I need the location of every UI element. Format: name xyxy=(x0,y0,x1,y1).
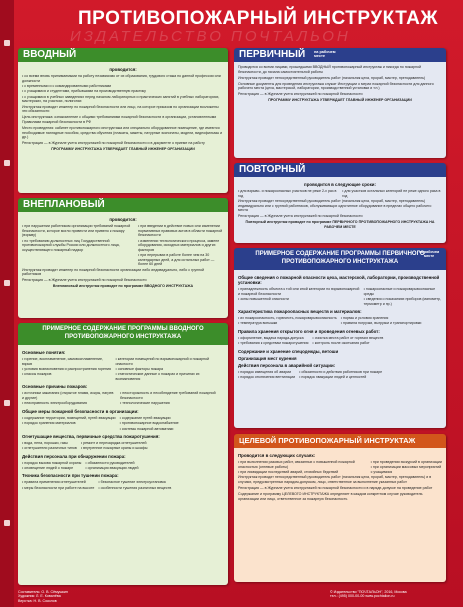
povtorny-text: Инструктаж проводит непосредственный руководитель работ (начальник цеха, прораб, мастер, преподаватель) индивидуально или с группой работников, обслуживающих однотипное оборудование в пределах общего рабочего места xyxy=(238,198,432,213)
list-item: • горение, воспламенение, самовоспламенение, взрыв xyxy=(22,357,111,366)
list-item: • особенности тушения различных веществ xyxy=(98,486,171,491)
celevoy-text: Регистрация — в Журнале учета инструктажей по пожарной безопасности и в наряде-допуске на проведение работ xyxy=(238,485,433,490)
list-item: • организация эвакуации людей xyxy=(85,466,138,471)
program-perv-body xyxy=(234,270,446,428)
section-heading: Основные причины пожаров: xyxy=(22,384,88,390)
list-item: • очистка места работ от горючих веществ xyxy=(312,336,383,341)
stripe-dot xyxy=(4,40,10,46)
list-item: • при введении в действие новых или изменении нормативных правовых актов в области пожарной безопасности xyxy=(138,224,224,238)
list-item: • изменении технологического процесса, замене оборудования, исходных материалов и других факторов xyxy=(138,239,224,253)
left-stripe xyxy=(0,0,14,607)
pervichny-title: ПЕРВИЧНЫЙ xyxy=(239,49,306,60)
list-item: • с временными и с командированными работниками xyxy=(22,84,224,89)
list-item: • внутренние пожарные краны и шкафы xyxy=(81,446,148,451)
list-item: • статистические данные о пожарах и причинах их возникновения xyxy=(115,372,224,381)
list-item: • неисправность электрооборудования xyxy=(22,401,116,406)
vneplan-panel xyxy=(18,198,228,318)
vvodny-text: Регистрация — в Журнале учета инструктажей по пожарной безопасности и в документе о приеме на работу xyxy=(22,141,205,146)
list-item: • огнетушители различных типов xyxy=(22,446,77,451)
program-perv-tag: на рабочем месте xyxy=(418,250,440,258)
pervichny-text: Инструктаж проводит непосредственный руководитель работ (начальник цеха, прораб, мастер, преподаватель) xyxy=(238,75,426,80)
section-heading: Содержание и хранение спецодежды, ветоши xyxy=(238,348,339,354)
list-item: • температура вспышки xyxy=(238,321,337,326)
celevoy-sub: Проводится в следующих случаях: xyxy=(238,453,316,458)
watermark-text: ИЗДАТЕЛЬСТВО ПОЧТАЛЬОН xyxy=(70,28,351,45)
vvodny-note: ПРОГРАММУ ИНСТРУКТАЖА УТВЕРЖДАЕТ ГЛАВНЫЙ ИНЖЕНЕР ОРГАНИЗАЦИИ xyxy=(51,147,195,152)
celevoy-text: Инструктаж проводит непосредственный руководитель работ (начальник цеха, прораб, мастер, преподаватель) и в случаях, предусмотренных нарядом-допуском, лицо, ответственное за выполнение указанных работ xyxy=(238,475,432,484)
program-perv-title: ПРИМЕРНОЕ СОДЕРЖАНИЕ ПРОГРАММЫ ПЕРВИЧНОГО ПРОТИВОПОЖАРНОГО ИНСТРУКТАЖА xyxy=(255,251,425,265)
section-heading: Общие сведения о пожарной опасности цеха, мастерской, лаборатории, производственной установки: xyxy=(238,275,440,285)
section-heading: Действия персонала в аварийной ситуации: xyxy=(238,362,336,368)
pervichny-text: Проводится со всеми лицами, прошедшими ВВОДНЫЙ противопожарный инструктаж и никогда по пожарной безопасности, до начала самостоятельной работы xyxy=(238,65,421,74)
list-item: • вода, пена, порошки, газы xyxy=(22,441,77,446)
list-item: • правила погрузки, выгрузки и транспортировки xyxy=(341,321,422,326)
list-item: • пожароопасные и пожаровзрывоопасные среды xyxy=(364,287,442,296)
list-item: • контроль после окончания работ xyxy=(312,341,383,346)
pervichny-note: ПРОГРАММУ ИНСТРУКТАЖА УТВЕРЖДАЕТ ГЛАВНЫЙ ИНЖЕНЕР ОРГАНИЗАЦИИ xyxy=(268,98,412,103)
list-item: • порядок вызова пожарной охраны xyxy=(22,461,81,466)
vvodny-text: Цель инструктажа: ознакомление с общими требованиями пожарной безопасности в организации, установленными Правилами пожарной безопасности в РФ xyxy=(22,115,217,124)
list-item: • порядок хранения материалов xyxy=(22,421,116,426)
vvodny-text: Место проведения: кабинет противопожарного инструктажа или специально оборудованное помещение, где имеются необходимые наглядные пособия, средства обучения (плакаты, макеты, натурные экспонаты, модели, видеофильмы и др.) xyxy=(22,125,223,140)
list-item: • со всеми вновь принимаемыми на работу независимо от их образования, трудового стажа по данной профессии или должности xyxy=(22,74,224,83)
list-item: • безопасное тушение электроустановок xyxy=(98,480,171,485)
list-item: • с учащимися в учебных заведениях перед началом лабораторных и практических занятий в учебных лабораториях, мастерских, на участках, полигонах xyxy=(22,95,224,104)
celevoy-panel xyxy=(234,434,446,582)
stripe-dot xyxy=(4,520,10,526)
list-item: • системы пожарной автоматики xyxy=(120,427,179,432)
list-item: • оповещение людей о пожаре xyxy=(22,466,81,471)
vvodny-panel xyxy=(18,48,228,193)
vvodny-sub: проводится: xyxy=(109,67,137,72)
list-item: • порядок извещения об аварии xyxy=(238,370,295,375)
pervichny-text: Основные документы для проведения инструктажа служат Инструкции о мерах пожарной безопасности для данного рабочего места (цеха, мастерской, лаборатории, производственной установки и т.п.) xyxy=(238,81,434,91)
vvodny-text: Инструктаж проводит инженер по пожарной безопасности или лицо, на которое приказом по организации возложены эти обязанности xyxy=(22,104,219,114)
list-item: • порядок отключения вентиляции xyxy=(238,375,295,380)
list-item: • источники зажигания (открытое пламя, искры, нагрев и другие) xyxy=(22,391,116,400)
celevoy-text: Содержание и программу ЦЕЛЕВОГО ИНСТРУКТАЖА определяет в каждом конкретном случае руководитель организации или лицо, ответственное за пожарную безопасность xyxy=(238,491,423,501)
list-item: • принадлежность объекта к той или иной категории по взрывопожарной и пожарной безопасности xyxy=(238,287,360,296)
section-heading: Основные понятия: xyxy=(22,350,66,355)
list-item: • правила применения огнетушителей xyxy=(22,480,94,485)
list-item: • по требованию должностных лиц Государственной противопожарной службы России или должностного лица, осуществляющего пожарный надзор xyxy=(22,239,134,253)
list-item: • неосторожность и несоблюдение требований пожарной безопасности xyxy=(120,391,224,400)
footer-publisher: © Издательство "ПОЧТАЛЬОН", 2016, Москва тел.: (495) 000-00-00 www.pochtalion.ru xyxy=(330,590,407,599)
list-item: • при нарушении работником организации требований пожарной безопасности, которое могло привести или привело к пожару (взрыву) xyxy=(22,224,134,238)
stripe-dot xyxy=(4,280,10,286)
section-heading: Огнетушащие вещества, первичные средства пожаротушения: xyxy=(22,433,160,439)
povtorny-sub: проводится в следующие сроки: xyxy=(304,182,376,187)
list-item: • нормы и условия хранения xyxy=(341,316,422,321)
list-item: • категории помещений по взрывопожарной и пожарной опасности xyxy=(115,357,224,366)
stripe-dot xyxy=(4,160,10,166)
list-item: • обязанности и действия работников при пожаре xyxy=(299,370,382,375)
celevoy-title: ЦЕЛЕВОЙ ПРОТИВОПОЖАРНЫЙ ИНСТРУКТАЖ xyxy=(234,434,446,448)
vvodny-title: ВВОДНЫЙ xyxy=(18,48,228,62)
pervichny-tag: на рабочем месте xyxy=(314,50,336,59)
list-item: • оформление, выдача наряда-допуска xyxy=(238,336,308,341)
page-title: ПРОТИВОПОЖАРНЫЙ ИНСТРУКТАЖ xyxy=(78,8,439,29)
list-item: • при проведении экскурсий в организации xyxy=(371,460,442,465)
list-item: • требования к средствам пожаротушения xyxy=(238,341,308,346)
section-heading: Действия персонала при обнаружении пожара: xyxy=(22,453,126,459)
list-item: • их пожароопасность, горючесть, пожаровзрывоопасность xyxy=(238,316,337,321)
list-item: • обязанности руководителей xyxy=(85,461,138,466)
povtorny-text: Регистрация — в Журнале учета инструктажей по пожарной безопасности xyxy=(238,214,363,219)
pervichny-text: Регистрация — в Журнале учета инструктажей по пожарной безопасности xyxy=(238,92,363,97)
section-heading: Техника безопасности при тушении пожара: xyxy=(22,473,119,479)
section-heading: Правила хранения открытого огня и проведения огневых работ: xyxy=(238,328,380,334)
list-item: • порядок эвакуации людей и ценностей xyxy=(299,375,382,380)
stripe-dot xyxy=(4,400,10,406)
list-item: • при ликвидации последствий аварий, стихийных бедствий xyxy=(238,470,367,475)
program-vvod-title: ПРИМЕРНОЕ СОДЕРЖАНИЕ ПРОГРАММЫ ВВОДНОГО ПРОТИВОПОЖАРНОГО ИНСТРУКТАЖА xyxy=(18,323,228,345)
list-item: • сведения о показаниях приборов (манометр, термометр и пр.) xyxy=(364,297,442,306)
list-item: • меры безопасности при работе на высоте xyxy=(22,486,94,491)
section-heading: Общие меры пожарной безопасности в организации: xyxy=(22,408,139,414)
list-item: • зоны повышенной опасности xyxy=(238,297,360,302)
list-item: • противопожарное водоснабжение xyxy=(120,421,179,426)
list-item: • условия возникновения и распространения горения xyxy=(22,367,111,372)
vneplan-sub: проводится: xyxy=(109,217,137,222)
vneplan-text: Инструктаж проводит инженер по пожарной безопасности организации либо индивидуально, либо с группой работников xyxy=(22,267,205,277)
list-item: • основные факторы пожара xyxy=(115,367,224,372)
list-item: • для участков остальных категорий не реже одного раза в год xyxy=(342,189,442,198)
section-heading: Организация мест курения xyxy=(238,355,297,361)
program-vvod-panel xyxy=(18,323,228,585)
list-item: • при перерывах в работе более чем на 30 календарных дней, а для остальных работ — более 60 дней xyxy=(138,253,224,267)
vneplan-text: Регистрация — в Журнале учета инструктажей по пожарной безопасности xyxy=(22,278,147,283)
program-vvod-body xyxy=(18,345,228,585)
povtorny-panel xyxy=(234,163,446,243)
list-item: • при выполнении разовых работ, связанных с повышенной пожарной опасностью (огневые работы) xyxy=(238,460,367,469)
list-item: • ремонт и перезарядка огнетушителей xyxy=(81,441,148,446)
list-item: • для взрыво- и пожароопасных участков не реже 2-х раз в год xyxy=(238,189,338,198)
povtorny-title: ПОВТОРНЫЙ xyxy=(234,163,446,177)
list-item: • содержание территории, помещений, путей эвакуации xyxy=(22,416,116,421)
list-item: • содержание путей эвакуации xyxy=(120,416,179,421)
program-perv-panel xyxy=(234,248,446,428)
pervichny-panel xyxy=(234,48,446,158)
section-heading: Характеристика пожароопасных веществ и материалов: xyxy=(238,308,362,314)
list-item: • с учащимися и студентами, прибывшими на производственную практику xyxy=(22,89,224,94)
vvodny-list xyxy=(22,74,224,104)
list-item: • при организации массовых мероприятий с учащимися xyxy=(371,465,442,474)
vneplan-title: ВНЕПЛАНОВЫЙ xyxy=(18,198,228,212)
vneplan-note: Внеплановый инструктаж проводят по программе ВВОДНОГО ИНСТРУКТАЖА xyxy=(52,284,194,289)
footer-credits: Составитель: О. В. Сёмушкин Художник: Л. Е. Ковалёва Верстка: Н. В. Соколов xyxy=(18,590,68,603)
list-item: • классы пожаров xyxy=(22,372,111,377)
list-item: • технологические нарушения xyxy=(120,401,224,406)
povtorny-note: Повторный инструктаж проводят по программе ПЕРВИЧНОГО ПРОТИВОПОЖАРНОГО ИНСТРУКТАЖА НА РАБОЧЕМ МЕСТЕ xyxy=(245,220,435,229)
